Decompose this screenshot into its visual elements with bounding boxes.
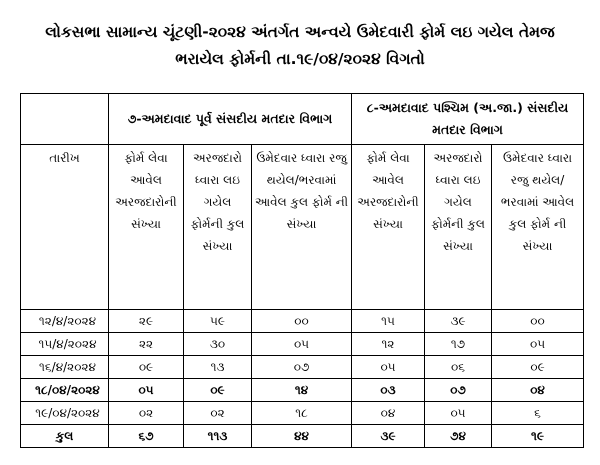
table-row xyxy=(21,379,584,402)
table-cell: ૦૫ xyxy=(252,333,352,356)
table-cell: ૦૩ xyxy=(352,379,425,402)
total-row xyxy=(21,425,584,448)
group-header-row xyxy=(21,94,584,145)
total-label: કુલ xyxy=(21,425,109,448)
col-header-east-forms-filed: ઉમેદવાર ધ્વારા રજુ થયેલ/ભરવામાં આવેલ કુલ ફોર્મ ની સંખ્યા xyxy=(252,145,352,310)
table-cell: ૦૫ xyxy=(492,333,584,356)
page-title-line-1: લોકસભા સામાન્ય ચૂંટણી-૨૦૨૪ અંતર્ગત અન્વયે ઉમેદવારી ફોર્મ લઇ ગયેલ તેમજ xyxy=(45,23,555,41)
col-header-east-applicants: ફોર્મ લેવા આવેલ અરજદારોની સંખ્યા xyxy=(109,145,184,310)
table-cell: ૦૦ xyxy=(252,310,352,333)
date-column-header: તારીખ xyxy=(21,145,109,310)
row-date: ૧૫/૪/૨૦૨૪ xyxy=(21,333,109,356)
table-cell: ૧૪ xyxy=(252,379,352,402)
table-cell: ૧૫ xyxy=(352,310,425,333)
table-cell: ૦૪ xyxy=(492,379,584,402)
table-row xyxy=(21,333,584,356)
table-cell: ૦૫ xyxy=(425,402,492,425)
col-header-west-forms-filed: ઉમેદવાર ધ્વારા રજુ થયેલ/ભરવામાં આવેલ કુલ ફોર્મ ની સંખ્યા xyxy=(492,145,584,310)
total-cell: ૭૪ xyxy=(425,425,492,448)
empty-header-cell xyxy=(21,94,109,145)
group-header-west: ૮-અમદાવાદ પશ્ચિમ (અ.જા.) સંસદીય મતદાર વિભાગ xyxy=(352,94,584,145)
column-header-row xyxy=(21,145,584,310)
total-cell: ૩૯ xyxy=(352,425,425,448)
table-cell: ૧૭ xyxy=(425,333,492,356)
table-cell: ૬ xyxy=(492,402,584,425)
group-header-east: ૭-અમદાવાદ પૂર્વ સંસદીય મતદાર વિભાગ xyxy=(109,94,352,145)
table-cell: ૦૨ xyxy=(184,402,252,425)
table-cell: ૦૭ xyxy=(252,356,352,379)
page-title-line-2: ભરાયેલ ફોર્મની તા.૧૯/૦૪/૨૦૨૪ વિગતો xyxy=(175,50,425,68)
table-row xyxy=(21,356,584,379)
table-cell: ૨૯ xyxy=(109,310,184,333)
table-cell: ૦૭ xyxy=(425,379,492,402)
table-cell: ૫૯ xyxy=(184,310,252,333)
total-cell: ૧૧૩ xyxy=(184,425,252,448)
table-cell: ૩૦ xyxy=(184,333,252,356)
table-cell: ૦૦ xyxy=(492,310,584,333)
nomination-forms-table xyxy=(20,93,584,448)
table-cell: ૦૫ xyxy=(352,356,425,379)
table-cell: ૦૬ xyxy=(425,356,492,379)
table-cell: ૦૪ xyxy=(352,402,425,425)
table-cell: ૦૨ xyxy=(109,402,184,425)
col-header-west-applicants: ફોર્મ લેવા આવેલ અરજદારોની સંખ્યા xyxy=(352,145,425,310)
row-date: ૧૬/૪/૨૦૨૪ xyxy=(21,356,109,379)
table-cell: ૩૯ xyxy=(425,310,492,333)
table-cell: ૦૫ xyxy=(109,379,184,402)
row-date: ૧૯/૦૪/૨૦૨૪ xyxy=(21,402,109,425)
table-row xyxy=(21,310,584,333)
row-date: ૧૮/૦૪/૨૦૨૪ xyxy=(21,379,109,402)
table-cell: ૧૮ xyxy=(252,402,352,425)
col-header-west-forms-taken: અરજદારો ધ્વારા લઇ ગયેલ ફોર્મની કુલ સંખ્યા xyxy=(425,145,492,310)
table-cell: ૨૨ xyxy=(109,333,184,356)
total-cell: ૬૭ xyxy=(109,425,184,448)
table-row xyxy=(21,402,584,425)
table-cell: ૧૩ xyxy=(184,356,252,379)
table-cell: ૦૯ xyxy=(184,379,252,402)
total-cell: ૧૯ xyxy=(492,425,584,448)
table-cell: ૦૯ xyxy=(492,356,584,379)
row-date: ૧૨/૪/૨૦૨૪ xyxy=(21,310,109,333)
total-cell: ૪૪ xyxy=(252,425,352,448)
col-header-east-forms-taken: અરજદારો ધ્વારા લઇ ગયેલ ફોર્મની કુલ સંખ્યા xyxy=(184,145,252,310)
table-cell: ૦૯ xyxy=(109,356,184,379)
table-cell: ૧૨ xyxy=(352,333,425,356)
